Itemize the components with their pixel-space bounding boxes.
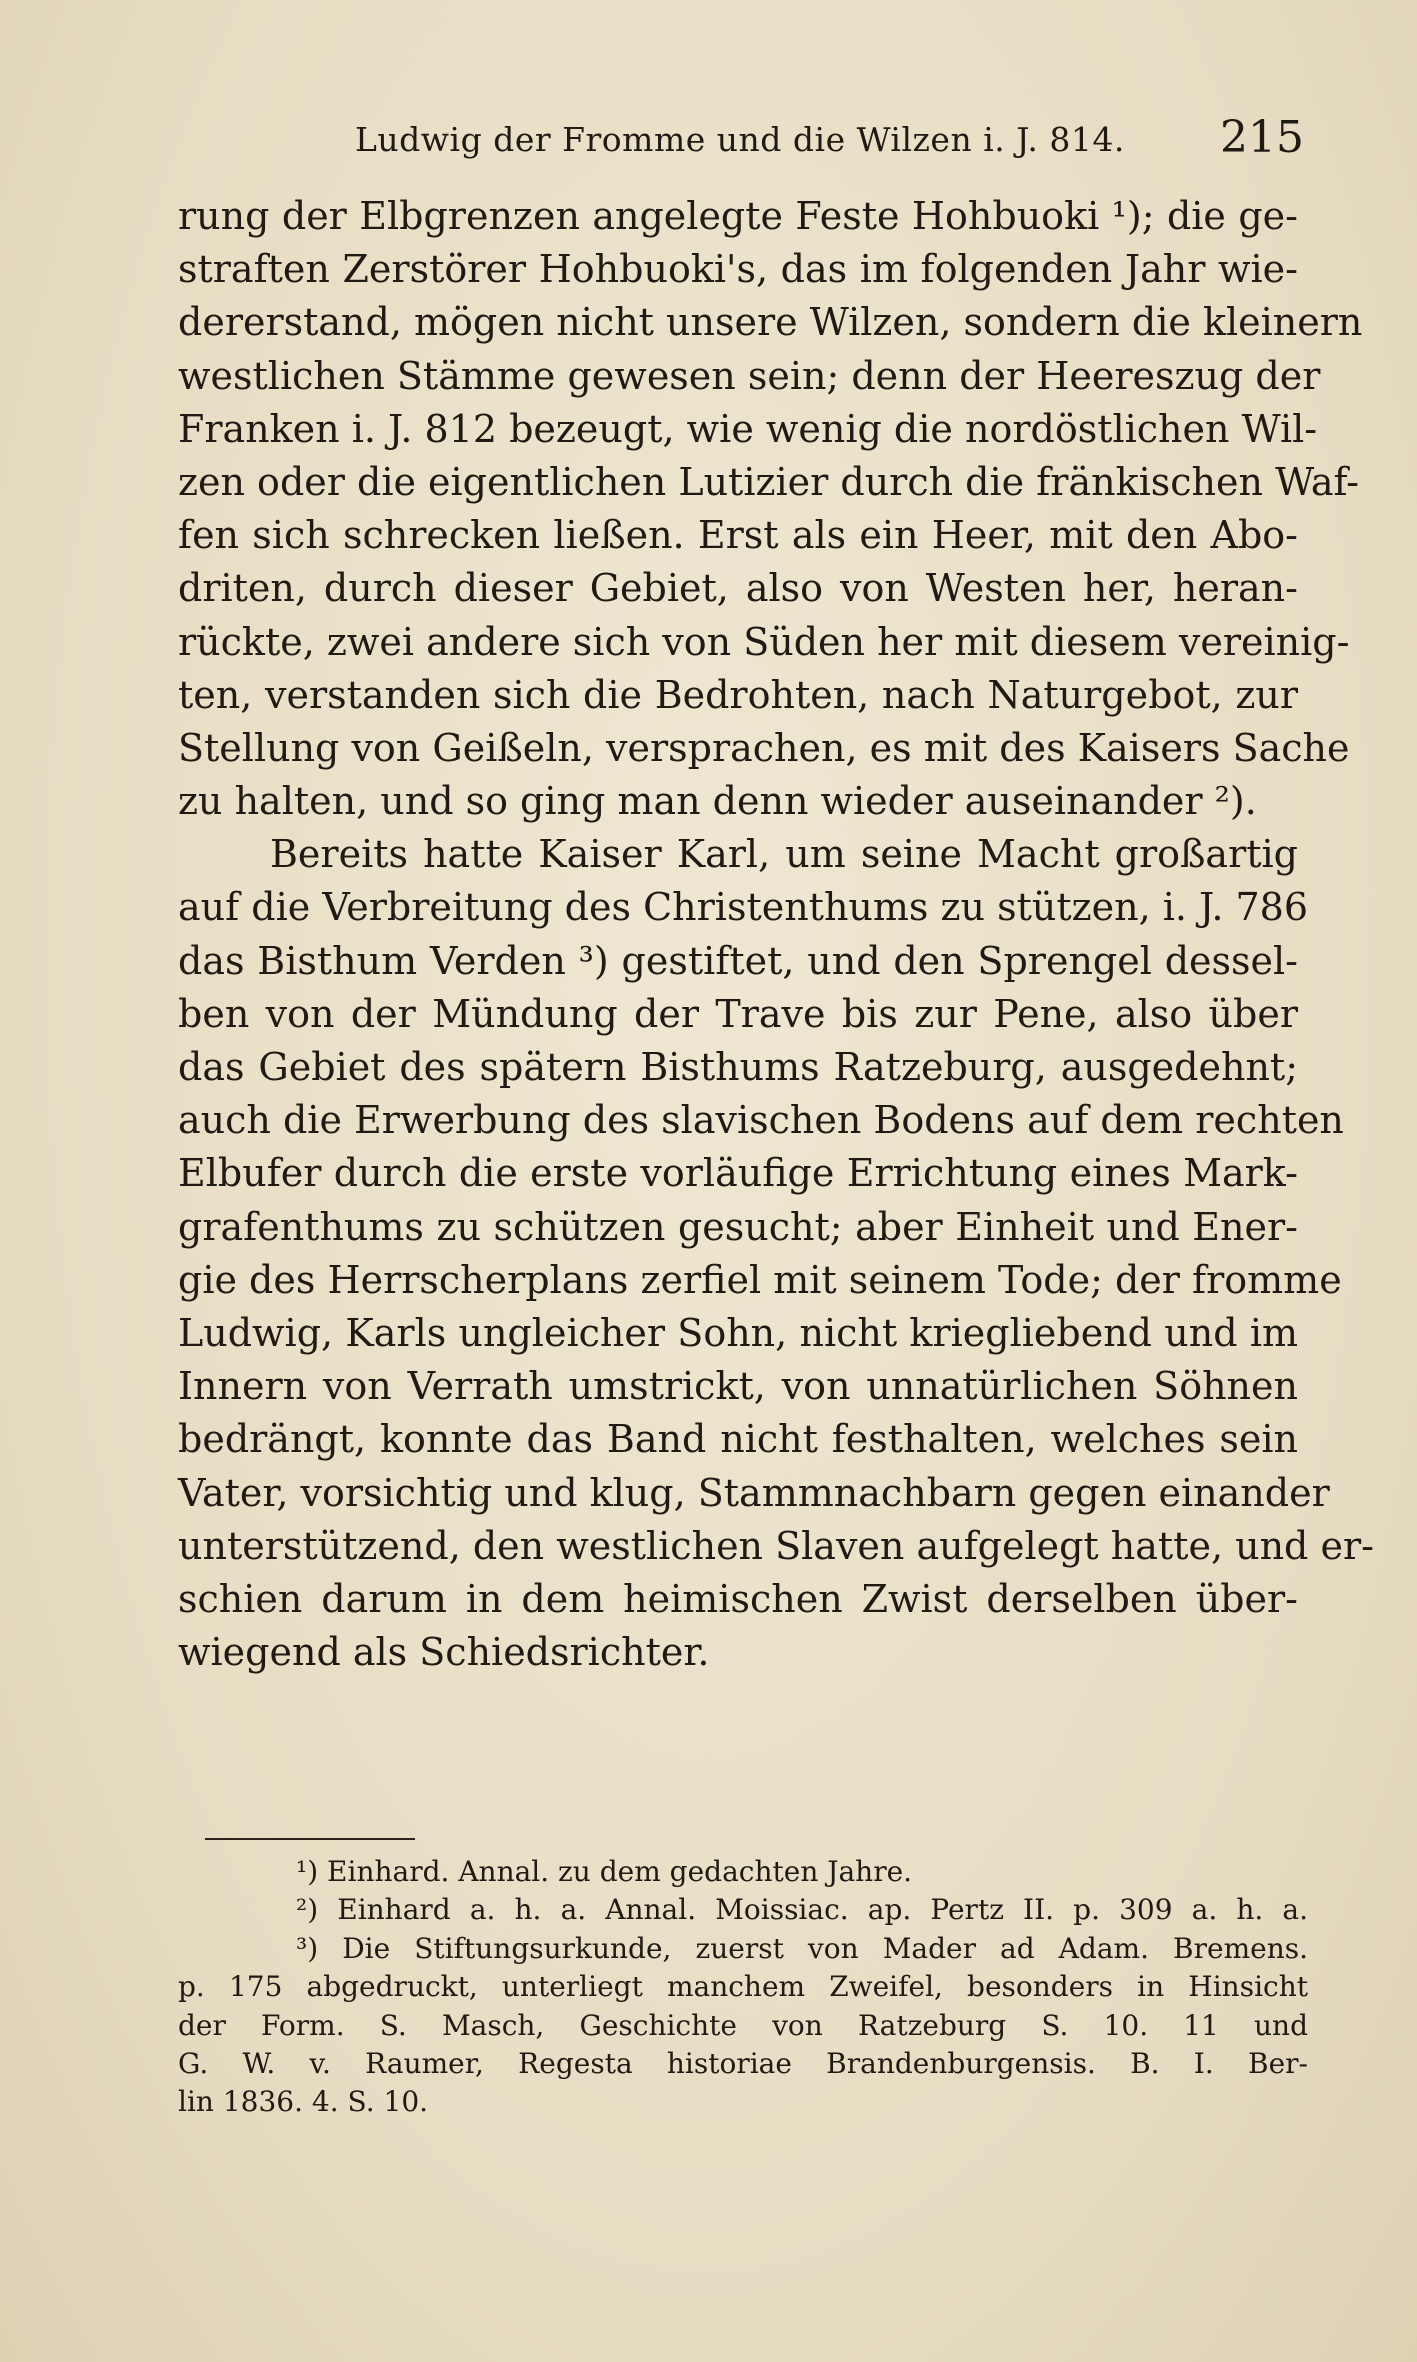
text-line: Vater, vorsichtig und klug, Stammnachbarn gegen einander <box>178 1470 1330 1515</box>
text-line: Innern von Verrath umstrickt, von unnatürlichen Söhnen <box>178 1364 1298 1409</box>
footnotes <box>178 1853 1308 2122</box>
text-line: auf die Verbreitung des Christenthums zu stützen, i. J. 786 <box>178 885 1309 930</box>
text-line: Ludwig, Karls ungleicher Sohn, nicht kriegliebend und im <box>178 1310 1298 1355</box>
text-line: ben von der Mündung der Trave bis zur Pene, also über <box>178 991 1298 1036</box>
page-number: 215 <box>1220 112 1304 163</box>
text-line: das Gebiet des spätern Bisthums Ratzeburg, ausgedehnt; <box>178 1045 1298 1089</box>
text-line: grafenthums zu schützen gesucht; aber Einheit und Ener- <box>178 1204 1298 1249</box>
text-line: dererstand, mögen nicht unsere Wilzen, sondern die kleinern <box>178 300 1363 345</box>
footnote-2: ²) Einhard a. h. a. Annal. Moissiac. ap. Pertz II. p. 309 a. h. a. <box>296 1893 1308 1927</box>
body-text <box>178 190 1374 1679</box>
paragraph-start-line: Bereits hatte Kaiser Karl, um seine Macht großartig <box>270 832 1298 877</box>
footnote-1: ¹) Einhard. Annal. zu dem gedachten Jahre. <box>296 1855 913 1888</box>
text-line: rung der Elbgrenzen angelegte Feste Hohbuoki ¹); die ge- <box>178 194 1298 238</box>
text-line: Franken i. J. 812 bezeugt, wie wenig die nordöstlichen Wil- <box>178 406 1318 451</box>
text-line: schien darum in dem heimischen Zwist derselben über- <box>178 1576 1298 1621</box>
text-line: auch die Erwerbung des slavischen Bodens auf dem rechten <box>178 1098 1344 1143</box>
text-line: driten, durch dieser Gebiet, also von Westen her, heran- <box>178 566 1298 611</box>
text-line: ten, verstanden sich die Bedrohten, nach Naturgebot, zur <box>178 672 1298 717</box>
text-line: zu halten, und so ging man denn wieder auseinander ²). <box>178 779 1257 824</box>
footnote-3-line: G. W. v. Raumer, Regesta historiae Brandenburgensis. B. I. Ber- <box>178 2046 1308 2080</box>
text-line: unterstützend, den westlichen Slaven aufgelegt hatte, und er- <box>178 1523 1374 1568</box>
text-line: rückte, zwei andere sich von Süden her mit diesem vereinig- <box>178 619 1350 664</box>
footnote-separator <box>205 1838 415 1840</box>
footnote-3-line: der Form. S. Masch, Geschichte von Ratzeburg S. 10. 11 und <box>178 2008 1308 2042</box>
running-title: Ludwig der Fromme und die Wilzen i. J. 814. <box>355 120 1125 159</box>
text-line: das Bisthum Verden ³) gestiftet, und den Sprengel dessel- <box>178 938 1298 983</box>
text-line: westlichen Stämme gewesen sein; denn der Heereszug der <box>178 353 1321 398</box>
text-line: Stellung von Geißeln, versprachen, es mit des Kaisers Sache <box>178 725 1350 770</box>
text-line: bedrängt, konnte das Band nicht festhalten, welches sein <box>178 1417 1298 1462</box>
text-line: zen oder die eigentlichen Lutizier durch die fränkischen Waf- <box>178 459 1360 504</box>
footnote-3: ³) Die Stiftungsurkunde, zuerst von Mader ad Adam. Bremens. <box>296 1931 1308 1965</box>
text-line: fen sich schrecken ließen. Erst als ein Heer, mit den Abo- <box>178 513 1298 558</box>
text-line: Elbufer durch die erste vorläufige Errichtung eines Mark- <box>178 1151 1298 1196</box>
text-line: gie des Herrscherplans zerfiel mit seinem Tode; der fromme <box>178 1257 1342 1302</box>
text-line: wiegend als Schiedsrichter. <box>178 1630 710 1675</box>
footnote-3-line: p. 175 abgedruckt, unterliegt manchem Zweifel, besonders in Hinsicht <box>178 1970 1308 2004</box>
text-line: straften Zerstörer Hohbuoki's, das im folgenden Jahr wie- <box>178 247 1298 292</box>
footnote-3-line: lin 1836. 4. S. 10. <box>178 2085 429 2119</box>
